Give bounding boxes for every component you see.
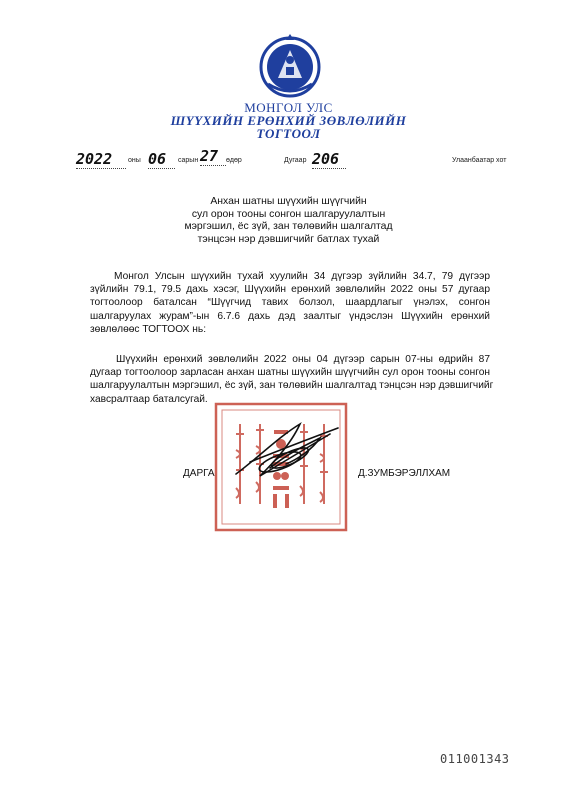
header-country: МОНГОЛ УЛС: [244, 100, 333, 115]
paragraph-line: шалгаруулах журам”-ын 6.7.6 дахь дэд заалтыг үндэслэн Шүүхийн ерөнхий: [90, 310, 490, 322]
year-label: оны: [128, 157, 141, 164]
paragraph-line: зөвлөлөөс ТОГТООХ нь:: [90, 323, 207, 335]
paragraph-line: шалгаруулалтын мэргэшил, ёс зүй, зан төлөвийн шалгалтад тэнцсэн нэр дэвшигчийг: [90, 380, 494, 392]
city: Улаанбаатар хот: [452, 157, 507, 164]
day-label: өдөр: [226, 157, 242, 164]
paragraph-line: хавсралтаар баталсугай.: [90, 393, 208, 405]
title-line: сул орон тооны сонгон шалгаруулалтын: [191, 208, 386, 220]
number-label: Дугаар: [284, 157, 307, 164]
paragraph-line: дугаар тогтоолоор зарласан анхан шатны шүүхийн шүүгчийн сул орон тооны сонгон: [90, 367, 490, 379]
document-title: [0, 196, 577, 246]
header-doc-type: ТОГТООЛ: [256, 126, 321, 141]
signature-scribble: [230, 416, 348, 486]
date-year: 2022: [76, 150, 126, 169]
title-line: тэнцсэн нэр дэвшигчийг батлах тухай: [197, 233, 380, 245]
date-month: 06: [148, 150, 175, 169]
state-emblem-icon: [258, 34, 322, 100]
paragraph-basis: [90, 270, 490, 336]
paragraph-line: Шүүхийн ерөнхий зөвлөлийн 2022 оны 04 дүгээр сарын 07-ны өдрийн 87: [116, 354, 490, 365]
resolution-number: 206: [312, 150, 346, 169]
signer-role: ДАРГА: [183, 468, 215, 479]
paragraph-resolution: [90, 353, 494, 406]
paragraph-line: Монгол Улсын шүүхийн тухай хуулийн 34 дүгээр зүйлийн 34.7, 79 дүгээр: [114, 271, 490, 282]
serial-number: 011001343: [440, 752, 510, 766]
paragraph-line: тогтоолоор баталсан “Шүүгчид тавих болзол, шаардлагыг үнэлэх, сонгон: [90, 297, 490, 309]
paragraph-line: зүйлийн 79.1, 79.5 дахь хэсэг, Шүүхийн ерөнхий зөвлөлийн 2022 оны 57 дугаар: [90, 284, 490, 296]
header-council: ШҮҮХИЙН ЕРӨНХИЙ ЗӨВЛӨЛИЙН: [170, 113, 407, 128]
title-line: мэргэшил, ёс зүй, зан төлөвийн шалгалтад: [184, 221, 393, 233]
date-day: 27: [200, 147, 226, 166]
title-line: Анхан шатны шүүхийн шүүгчийн: [210, 196, 367, 207]
month-label: сарын: [178, 157, 199, 164]
signer-name: Д.ЗУМБЭРЭЛЛХАМ: [358, 468, 451, 479]
